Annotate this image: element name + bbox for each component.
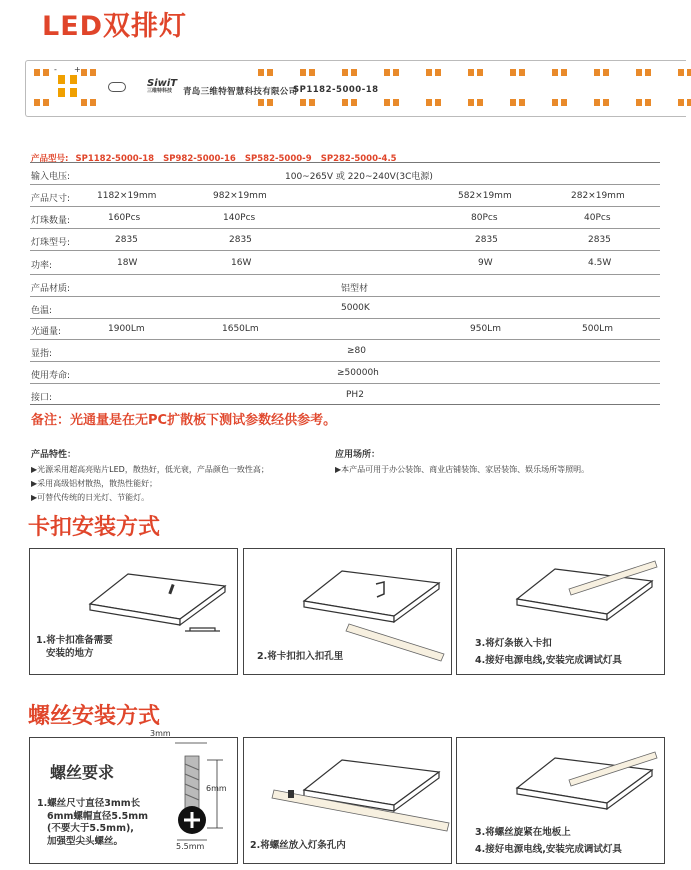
flux-3: 950Lm [470,324,501,334]
led-dot [510,99,516,106]
clip-step34-panel [456,548,665,675]
power-4: 4.5W [588,258,612,268]
screw-step4-caption: 4.接好电源电线,安装完成调试灯具 [475,844,622,855]
label-flux: 光通量: [31,327,62,337]
led-dot [342,99,348,106]
count-4: 40Pcs [584,213,611,223]
strip-hole-icon [108,82,126,92]
label-lifespan: 使用寿命: [31,371,71,381]
feature-item: ▶可替代传统的日光灯、节能灯。 [31,493,150,502]
led-dot [645,99,651,106]
page-title: LED双排灯 [42,11,188,42]
value-lifespan: ≥50000h [337,368,379,378]
strip-minus: - [54,65,57,74]
led-dot [393,99,399,106]
led-dot [426,99,432,106]
solder-pad [58,75,65,84]
led-dot [645,69,651,76]
model-3: SP582-5000-9 [244,154,312,164]
led-dot [81,69,87,76]
led-dot [561,69,567,76]
strip-plus: + [74,65,81,74]
ledmodel-4: 2835 [588,235,611,245]
led-dot [468,99,474,106]
led-dot [561,99,567,106]
led-dot [90,99,96,106]
clip-install-title: 卡扣安装方式 [28,515,161,540]
led-dot [678,69,684,76]
application-item: ▶本产品可用于办公装饰、商业店铺装饰、家居装饰、娱乐场所等照明。 [335,465,590,474]
features-title: 产品特性： [31,450,77,460]
led-dot [594,99,600,106]
flux-4: 500Lm [582,324,613,334]
led-dot [594,69,600,76]
led-dot [258,69,264,76]
model-2: SP982-5000-16 [163,154,236,164]
size-3: 582×19mm [458,191,512,201]
led-dot [435,99,441,106]
led-dot [435,69,441,76]
led-dot [43,99,49,106]
value-color-temp: 5000K [341,303,370,313]
screw-install-title: 螺丝安装方式 [28,704,161,729]
led-dot [552,99,558,106]
led-dot [300,99,306,106]
screw-step3-caption: 3.将螺丝旋紧在地板上 [475,827,571,838]
label-color-temp: 色温: [31,306,53,316]
ledmodel-2: 2835 [229,235,252,245]
flux-1: 1900Lm [108,324,145,334]
ledmodel-1: 2835 [115,235,138,245]
strip-company: 青岛三维特智慧科技有限公司 [183,87,298,97]
power-3: 9W [478,258,493,268]
clip-step4-caption: 4.接好电源电线,安装完成调试灯具 [475,655,622,666]
feature-item: ▶光源采用超高亮贴片LED，散热好，低光衰，产品颜色一致性高； [31,465,269,474]
solder-pad [70,75,77,84]
led-dot [384,99,390,106]
screw-step2-caption: 2.将螺丝放入灯条孔内 [250,840,346,851]
led-dot [258,99,264,106]
led-dot [519,99,525,106]
count-1: 160Pcs [108,213,141,223]
screw-req-panel [29,729,238,864]
value-input-voltage: 100~265V 或 220~240V(3C电源) [285,172,433,182]
clip-step2-caption: 2.将卡扣扣入扣孔里 [257,651,344,662]
led-dot [426,69,432,76]
led-dot [300,69,306,76]
led-dot [384,69,390,76]
flux-2: 1650Lm [222,324,259,334]
value-connector: PH2 [346,390,364,400]
led-dot [519,69,525,76]
label-led-count: 灯珠数量: [31,216,71,226]
led-dot [636,69,642,76]
led-dot [552,69,558,76]
led-dot [603,69,609,76]
count-2: 140Pcs [223,213,256,223]
led-dot [267,99,273,106]
strip-model: SP1182-5000-18 [293,85,379,95]
led-dot [687,99,691,106]
feature-item: ▶采用高级铝材散热，散热性能好； [31,479,158,488]
brand-logo: SiwiT 三维特科技 [147,78,178,94]
screw-dim-side: 6mm [206,784,227,793]
led-dot [351,69,357,76]
label-input-voltage: 输入电压: [31,172,71,182]
led-dot [309,99,315,106]
ledmodel-3: 2835 [475,235,498,245]
model-1: SP1182-5000-18 [75,154,155,164]
led-dot [34,99,40,106]
led-dot [43,69,49,76]
screw-req-title: 螺丝要求 [50,763,115,782]
label-connector: 接口: [31,393,53,403]
applications-block [335,447,589,475]
led-dot [34,69,40,76]
led-dot [477,99,483,106]
screw-step2-panel [243,737,452,864]
flux-note: 备注：光通量是在无PC扩散板下测试参数经供参考。 [31,413,337,428]
label-size: 产品尺寸: [31,194,71,204]
led-dot [510,69,516,76]
led-dot [477,69,483,76]
led-dot [342,69,348,76]
clip-step2-panel [243,548,452,675]
led-dot [468,69,474,76]
power-1: 18W [117,258,138,268]
size-2: 982×19mm [213,191,267,201]
led-dot [636,99,642,106]
led-dot [309,69,315,76]
clip-step1-caption: 1.将卡扣准备需要 安装的地方 [36,635,113,659]
led-dot [687,69,691,76]
screw-dim-bottom: 5.5mm [176,842,205,851]
led-dot [81,99,87,106]
label-power: 功率: [31,261,53,271]
led-dot [393,69,399,76]
size-4: 282×19mm [571,191,625,201]
power-2: 16W [231,258,252,268]
led-dot [267,69,273,76]
screw-step34-panel [456,737,665,864]
model-4: SP282-5000-4.5 [320,154,397,164]
screw-dim-top: 3mm [150,729,171,738]
solder-pad [70,88,77,97]
applications-title: 应用场所： [335,450,381,460]
label-led-model: 灯珠型号: [31,238,71,248]
led-dot [603,99,609,106]
label-cri: 显指: [31,349,53,359]
value-material: 铝型材 [341,284,369,294]
clip-step1-panel [29,548,238,675]
led-dot [351,99,357,106]
clip-step3-caption: 3.将灯条嵌入卡扣 [475,638,552,649]
count-3: 80Pcs [471,213,498,223]
led-dot [90,69,96,76]
size-1: 1182×19mm [97,191,157,201]
label-material: 产品材质: [31,284,71,294]
solder-pad [58,88,65,97]
screw-req-text: 1.螺丝尺寸直径3mm长 6mm螺帽直径5.5mm (不要大于5.5mm), 加强型尖头螺丝。 [37,798,149,847]
value-cri: ≥80 [347,346,366,356]
led-dot [678,99,684,106]
models-label: 产品型号: [31,154,69,164]
features-block [31,447,269,503]
